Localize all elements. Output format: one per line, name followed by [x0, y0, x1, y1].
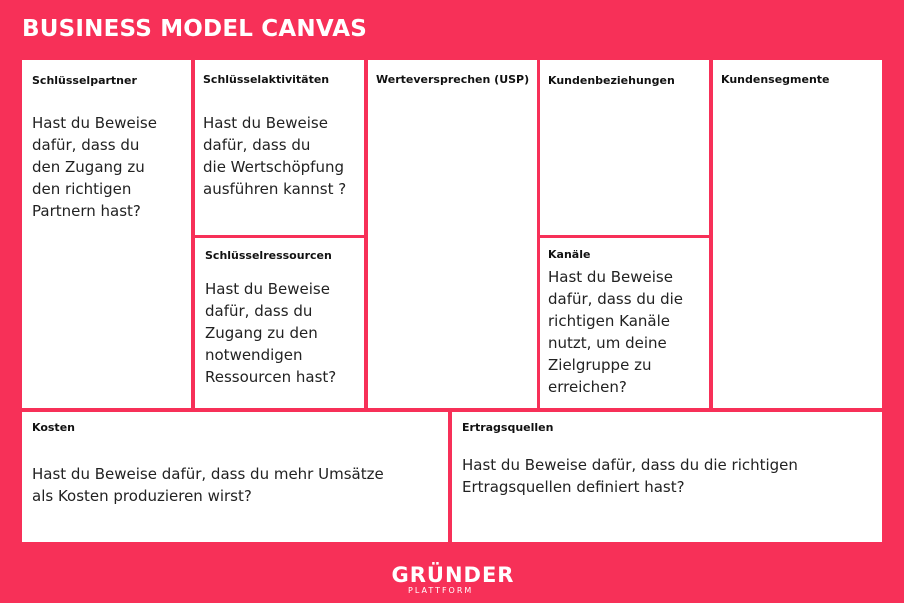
cell-label-channels: Kanäle: [548, 248, 591, 261]
cell-key-partners: [22, 60, 191, 408]
cell-key-activities: [195, 60, 364, 235]
cell-label-key-resources: Schlüsselressourcen: [205, 249, 332, 262]
logo-subtitle: PLATTFORM: [408, 586, 474, 595]
cell-label-key-activities: Schlüsselaktivitäten: [203, 73, 330, 86]
page-title: BUSINESS MODEL CANVAS: [22, 16, 368, 42]
cell-label-customer-relationships: Kundenbeziehungen: [548, 74, 675, 87]
cell-customer-segments: [713, 60, 882, 408]
cell-label-key-partners: Schlüsselpartner: [32, 74, 137, 87]
cell-text-costs: Hast du Beweise dafür, dass du mehr Umsätze als Kosten produzieren wirst?: [32, 465, 384, 505]
cell-label-customer-segments: Kundensegmente: [721, 73, 830, 86]
cell-customer-relationships: [540, 60, 709, 235]
cell-label-costs: Kosten: [32, 421, 75, 434]
cell-value-proposition: [368, 60, 537, 408]
cell-text-key-partners: Hast du Beweise dafür, dass du den Zugang zu den richtigen Partnern hast?: [32, 114, 157, 220]
logo-wordmark: GRÜNDER: [391, 563, 515, 587]
cell-text-key-resources: Hast du Beweise dafür, dass du Zugang zu den notwendigen Ressourcen hast?: [205, 280, 337, 386]
cell-label-value-proposition: Werteversprechen (USP): [376, 73, 530, 86]
cell-revenue-streams: [452, 412, 882, 542]
cell-text-channels: Hast du Beweise dafür, dass du die richtigen Kanäle nutzt, um deine Zielgruppe zu erreichen?: [548, 268, 684, 396]
cell-key-resources: [195, 238, 364, 408]
cell-costs: [22, 412, 448, 542]
cell-text-revenue-streams: Hast du Beweise dafür, dass du die richtigen Ertragsquellen definiert hast?: [462, 456, 798, 496]
cell-channels: [540, 238, 709, 408]
gruender-plattform-logo: [390, 564, 516, 595]
cell-text-key-activities: Hast du Beweise dafür, dass du die Wertschöpfung ausführen kannst ?: [203, 114, 347, 198]
cell-label-revenue-streams: Ertragsquellen: [462, 421, 554, 434]
